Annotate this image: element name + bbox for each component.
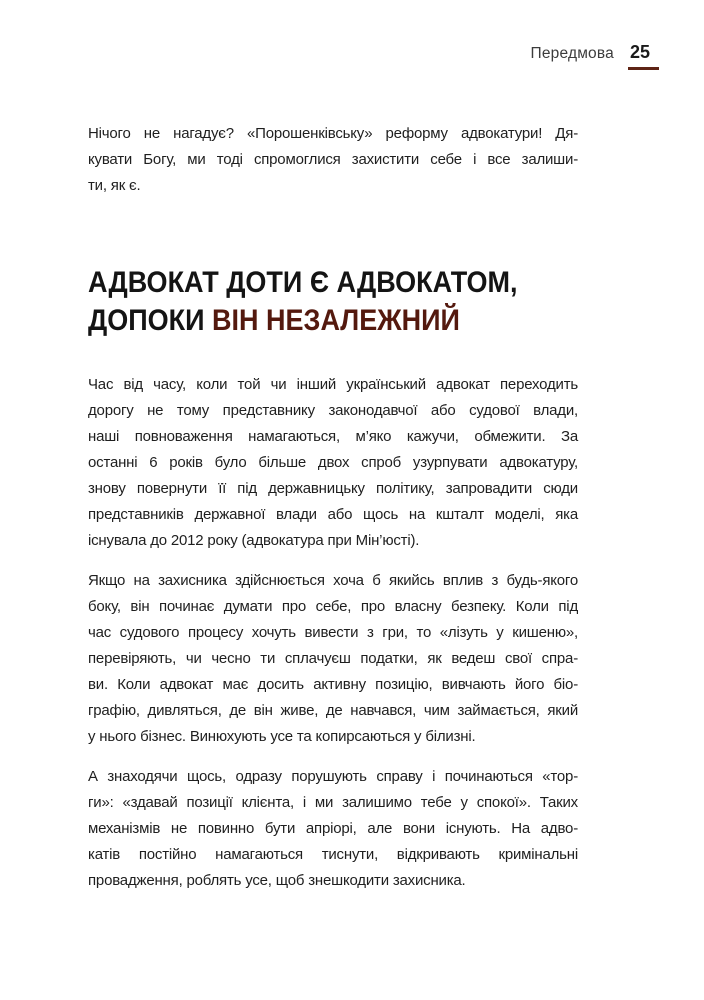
text-line: графію, дивляться, де він живе, де навчався, чим займається, який bbox=[88, 702, 578, 719]
body-paragraph bbox=[88, 764, 578, 894]
heading-highlight: ВІН НЕЗАЛЕЖНИЙ bbox=[212, 304, 460, 337]
text-line: ви. Коли адвокат має досить активну позицію, вивчають його біо- bbox=[88, 676, 578, 693]
chapter-heading bbox=[88, 264, 578, 340]
page-number-rule bbox=[628, 67, 659, 70]
heading-line-2-prefix: ДОПОКИ bbox=[88, 304, 213, 337]
text-line: знову повернути її під державницьку політику, запровадити сюди bbox=[88, 480, 578, 497]
text-line: існувала до 2012 року (адвокатура при Мін’юсті). bbox=[88, 532, 420, 549]
text-line: Нічого не нагадує? «Порошенківську» реформу адвокатури! Дя- bbox=[88, 125, 578, 142]
text-line: А знаходячи щось, одразу порушують справу і починаються «тор- bbox=[88, 768, 578, 785]
text-line: наші повноваження намагаються, м’яко кажучи, обмежити. За bbox=[88, 428, 578, 445]
intro-paragraph bbox=[88, 121, 578, 199]
text-line: провадження, роблять усе, щоб знешкодити захисника. bbox=[88, 872, 466, 889]
text-line: ти, як є. bbox=[88, 177, 141, 194]
text-line: останні 6 років було більше двох спроб узурпувати адвокатуру, bbox=[88, 454, 578, 471]
section-label: Передмова bbox=[530, 45, 614, 62]
text-line: механізмів не повинно бути апріорі, але вони існують. На адво- bbox=[88, 820, 578, 837]
text-line: у нього бізнес. Винюхують усе та копирсаються у білизні. bbox=[88, 728, 476, 745]
text-line: ги»: «здавай позиції клієнта, і ми залишимо тебе у спокої». Таких bbox=[88, 794, 578, 811]
heading-line-1: АДВОКАТ ДОТИ Є АДВОКАТОМ, bbox=[88, 266, 518, 299]
text-line: Час від часу, коли той чи інший український адвокат переходить bbox=[88, 376, 578, 393]
text-line: боку, він починає думати про себе, про власну безпеку. Коли під bbox=[88, 598, 578, 615]
text-line: представників державної влади або щось на кшталт моделі, яка bbox=[88, 506, 578, 523]
body-paragraph bbox=[88, 568, 578, 750]
text-line: катів постійно намагаються тиснути, відкривають кримінальні bbox=[88, 846, 578, 863]
text-line: кувати Богу, ми тоді спромоглися захистити себе і все залиши- bbox=[88, 151, 578, 168]
body-paragraph bbox=[88, 372, 578, 554]
text-line: час судового процесу хочуть вивести з гри, то «лізуть у кишеню», bbox=[88, 624, 578, 641]
heading-line-2 bbox=[88, 302, 529, 340]
text-line: Якщо на захисника здійснюється хоча б якийсь вплив з будь-якого bbox=[88, 572, 578, 589]
text-column bbox=[88, 121, 578, 908]
text-line: перевіряють, чи чесно ти сплачуєш податки, як ведеш свої спра- bbox=[88, 650, 578, 667]
page-header bbox=[531, 42, 660, 63]
page-number: 25 bbox=[629, 42, 650, 62]
text-line: дорогу не тому представнику законодавчої або судової влади, bbox=[88, 402, 578, 419]
